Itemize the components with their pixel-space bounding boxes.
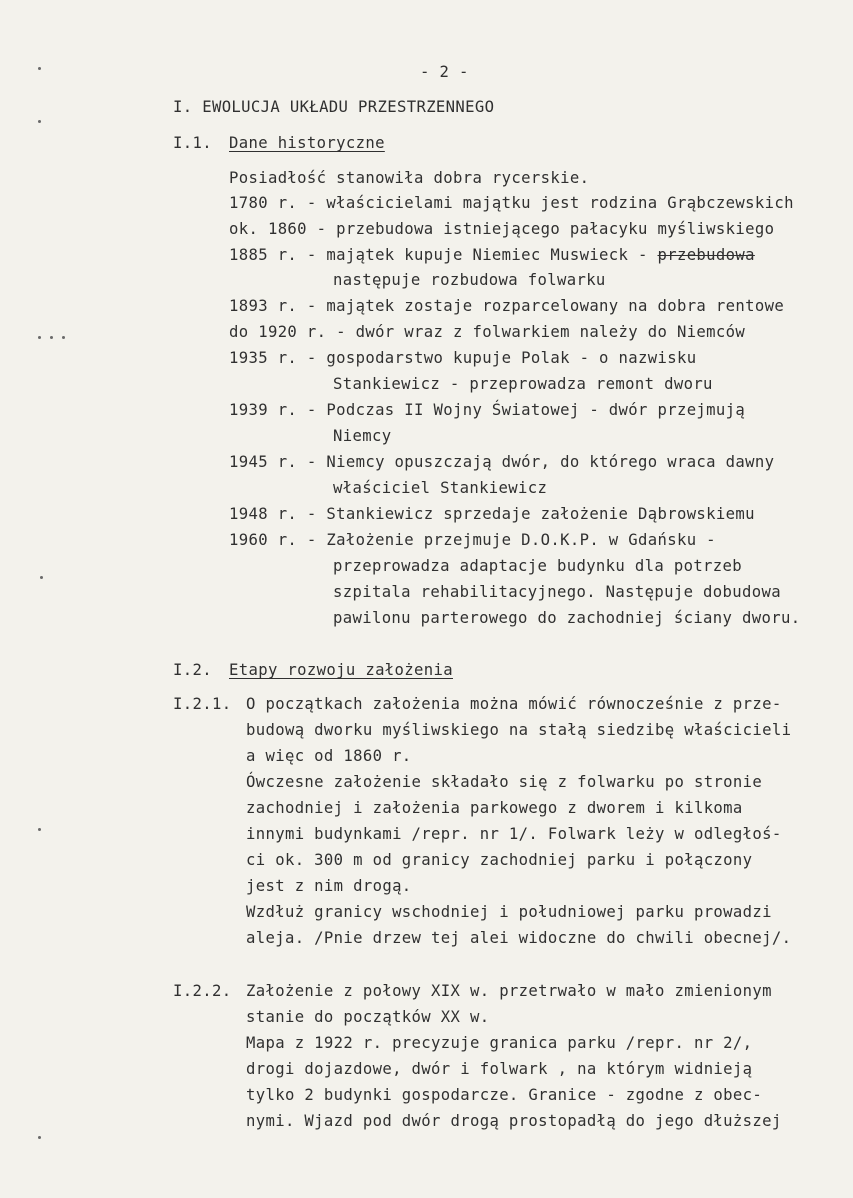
text-fragment: 1885 r. - majątek kupuje Niemiec Muswieck -: [229, 246, 658, 264]
text-line: przeprowadza adaptacje budynku dla potrzeb: [333, 557, 743, 575]
text-line: aleja. /Pnie drzew tej alei widoczne do chwili obecnej/.: [246, 929, 792, 947]
text-line: pawilonu parterowego do zachodniej ściany dworu.: [333, 609, 801, 627]
text-line: 1935 r. - gospodarstwo kupuje Polak - o nazwisku: [229, 349, 697, 367]
text-line: 1780 r. - właścicielami majątku jest rodzina Grąbczewskich: [229, 194, 794, 212]
section-number: I.1.: [173, 134, 212, 152]
subsection-number: I.2.1.: [173, 695, 232, 713]
text-line: następuje rozbudowa folwarku: [333, 271, 606, 289]
text-line: jest z nim drogą.: [246, 877, 412, 895]
text-line: Niemcy: [333, 427, 392, 445]
page-number: - 2 -: [420, 63, 469, 81]
text-line: Ówczesne założenie składało się z folwarku po stronie: [246, 773, 763, 791]
text-line: a więc od 1860 r.: [246, 747, 412, 765]
margin-mark: [38, 336, 41, 339]
text-line: szpitala rehabilitacyjnego. Następuje dobudowa: [333, 583, 781, 601]
section-title: Etapy rozwoju założenia: [229, 661, 453, 679]
section-number: I.2.: [173, 661, 212, 679]
text-line: Założenie z połowy XIX w. przetrwało w mało zmienionym: [246, 982, 772, 1000]
text-line: O początkach założenia można mówić równocześnie z prze-: [246, 695, 782, 713]
text-line: stanie do początków XX w.: [246, 1008, 490, 1026]
margin-mark: [38, 67, 41, 70]
text-line: nymi. Wjazd pod dwór drogą prostopadłą do jego dłuższej: [246, 1112, 782, 1130]
margin-mark: [38, 120, 41, 123]
margin-mark: [62, 336, 65, 339]
text-line: 1948 r. - Stankiewicz sprzedaje założenie Dąbrowskiemu: [229, 505, 755, 523]
text-line: budową dworku myśliwskiego na stałą siedzibę właścicieli: [246, 721, 792, 739]
text-line: właściciel Stankiewicz: [333, 479, 548, 497]
text-line: innymi budynkami /repr. nr 1/. Folwark leży w odległoś-: [246, 825, 782, 843]
margin-mark: [50, 336, 53, 339]
text-line: 1960 r. - Założenie przejmuje D.O.K.P. w Gdańsku -: [229, 531, 716, 549]
text-line: zachodniej i założenia parkowego z dworem i kilkoma: [246, 799, 743, 817]
text-line: 1939 r. - Podczas II Wojny Światowej - dwór przejmują: [229, 401, 746, 419]
margin-mark: [40, 576, 43, 579]
margin-mark: [38, 1136, 41, 1139]
text-line: Mapa z 1922 r. precyzuje granica parku /repr. nr 2/,: [246, 1034, 753, 1052]
struck-word: przebudowa: [657, 246, 755, 264]
chapter-title: I. EWOLUCJA UKŁADU PRZESTRZENNEGO: [173, 98, 495, 116]
text-line: 1945 r. - Niemcy opuszczają dwór, do którego wraca dawny: [229, 453, 775, 471]
text-line: Posiadłość stanowiła dobra rycerskie.: [229, 169, 590, 187]
text-line: tylko 2 budynki gospodarcze. Granice - zgodne z obec-: [246, 1086, 763, 1104]
text-line: Wzdłuż granicy wschodniej i południowej parku prowadzi: [246, 903, 772, 921]
text-line: ok. 1860 - przebudowa istniejącego pałacyku myśliwskiego: [229, 220, 775, 238]
section-title: Dane historyczne: [229, 134, 385, 152]
margin-mark: [38, 828, 41, 831]
text-line: drogi dojazdowe, dwór i folwark , na którym widnieją: [246, 1060, 753, 1078]
text-line: Stankiewicz - przeprowadza remont dworu: [333, 375, 713, 393]
text-line: do 1920 r. - dwór wraz z folwarkiem należy do Niemców: [229, 323, 746, 341]
text-line: [229, 245, 755, 265]
text-line: 1893 r. - majątek zostaje rozparcelowany na dobra rentowe: [229, 297, 785, 315]
subsection-number: I.2.2.: [173, 982, 232, 1000]
text-line: ci ok. 300 m od granicy zachodniej parku i połączony: [246, 851, 753, 869]
